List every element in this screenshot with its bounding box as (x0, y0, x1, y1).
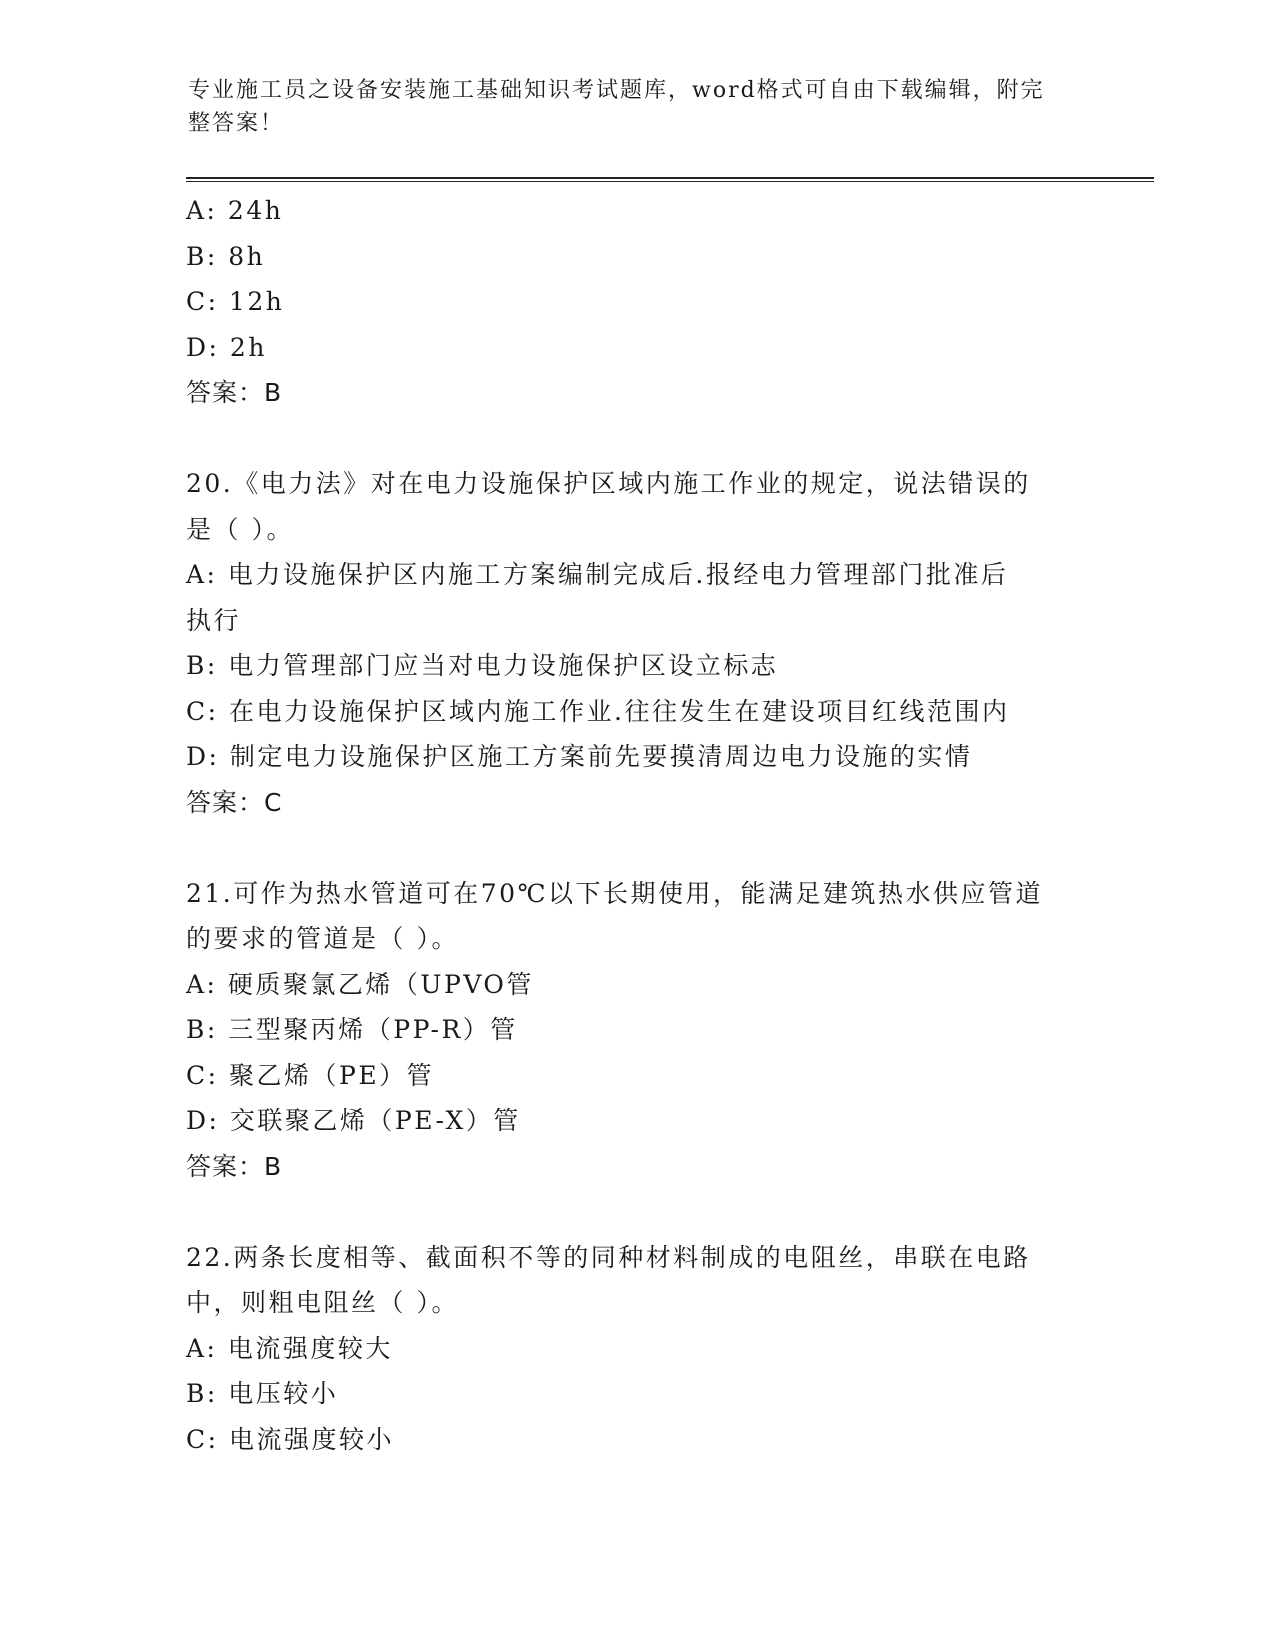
option-a-continued: 执行 (186, 605, 242, 635)
option-b: B: 8h (186, 241, 266, 271)
header-line-1: 专业施工员之设备安装施工基础知识考试题库，word格式可自由下载编辑，附完 (188, 78, 1045, 103)
spacer (186, 1189, 1086, 1235)
option-b: B: 电力管理部门应当对电力设施保护区设立标志 (186, 651, 779, 680)
spacer (186, 416, 1086, 462)
option-c: C: 在电力设施保护区域内施工作业.往往发生在建设项目红线范围内 (186, 696, 1010, 726)
option-c: C: 12h (186, 287, 285, 316)
question-19 (186, 188, 1086, 416)
answer: 答案：B (186, 1151, 283, 1181)
question-21 (186, 871, 1086, 1190)
option-d: D: 2h (186, 332, 267, 362)
document-body (186, 188, 1086, 1462)
question-22 (186, 1235, 1086, 1463)
option-c: C: 聚乙烯（PE）管 (186, 1060, 435, 1090)
question-stem-continued: 是（ ）。 (186, 514, 294, 544)
option-b: B: 三型聚丙烯（PP-R）管 (186, 1015, 518, 1044)
option-d: D: 交联聚乙烯（PE-X）管 (186, 1106, 521, 1135)
question-stem: 20.《电力法》对在电力设施保护区域内施工作业的规定，说法错误的 (186, 469, 1031, 498)
header-line-2: 整答案！ (188, 111, 285, 136)
question-stem-continued: 的要求的管道是（ ）。 (186, 924, 459, 953)
spacer (186, 825, 1086, 871)
option-a: A: 电力设施保护区内施工方案编制完成后.报经电力管理部门批准后 (186, 560, 1009, 589)
question-stem-continued: 中，则粗电阻丝（ ）。 (186, 1288, 459, 1317)
document-header (188, 74, 1068, 140)
option-a: A: 24h (186, 196, 284, 225)
question-stem: 21.可作为热水管道可在70℃以下长期使用，能满足建筑热水供应管道 (186, 878, 1044, 908)
header-divider (186, 177, 1154, 182)
option-b: B: 电压较小 (186, 1379, 339, 1408)
answer: 答案：B (186, 378, 283, 407)
option-c: C: 电流强度较小 (186, 1424, 394, 1454)
option-a: A: 硬质聚氯乙烯（UPVO管 (186, 969, 534, 999)
option-a: A: 电流强度较大 (186, 1333, 393, 1363)
answer: 答案：C (186, 787, 283, 817)
question-20 (186, 461, 1086, 825)
option-d: D: 制定电力设施保护区施工方案前先要摸清周边电力设施的实情 (186, 742, 973, 771)
question-stem: 22.两条长度相等、截面积不等的同种材料制成的电阻丝，串联在电路 (186, 1242, 1031, 1272)
